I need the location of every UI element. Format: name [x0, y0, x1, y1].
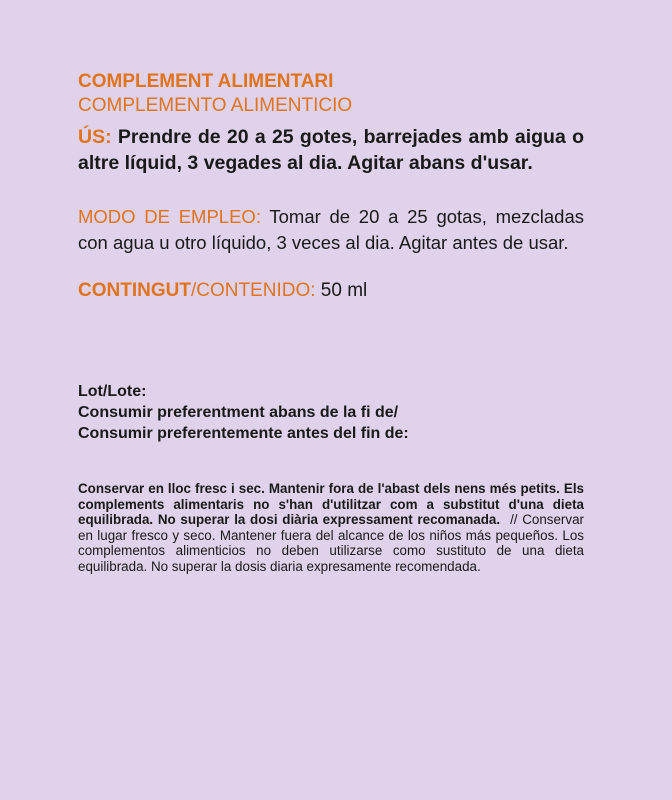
usage-catalan-text: Prendre de 20 a 25 gotes, barrejades amb aigua o altre líquid, 3 vegades al dia. Agitar abans d'usar. — [78, 126, 584, 174]
content-slash: / — [190, 280, 197, 301]
storage-catalan: Conservar en lloc fresc i sec. Mantenir fora de l'abast dels nens més petits. Els complements alimentaris no s'han d'utilitzar com a substitut d'una dieta equilibrada. No superar la dosi diària expressament recomanada. — [78, 481, 584, 527]
storage-spanish: Conservar en lugar fresco y seco. Mantener fuera del alcance de los niños más pequeños. Los complementos alimenticios no deben utilizarse como sustituto de una dieta equilibrada. No superar la dosis diaria expresamente recomendada. — [78, 512, 584, 574]
lot-block — [78, 381, 584, 444]
content-line — [78, 278, 584, 303]
usage-catalan — [78, 125, 584, 176]
content-value: 50 ml — [320, 280, 368, 301]
storage-separator: // — [510, 512, 518, 527]
content-label-catalan: CONTINGUT — [78, 280, 191, 301]
best-before-spanish: Consumir preferentemente antes del fin de: — [78, 425, 409, 442]
best-before-catalan: Consumir preferentment abans de la fi de/ — [78, 404, 399, 421]
content-label-spanish: CONTENIDO: — [196, 280, 316, 301]
lot-label: Lot/Lote: — [78, 383, 147, 400]
usage-spanish-label: MODO DE EMPLEO: — [78, 206, 261, 227]
usage-spanish-text: Tomar de 20 a 25 gotas, mezcladas con agua u otro líquido, 3 veces al dia. Agitar antes de usar. — [78, 206, 584, 253]
storage-warnings — [78, 481, 584, 574]
title-spanish: COMPLEMENTO ALIMENTICIO — [78, 95, 353, 116]
title-catalan: COMPLEMENT ALIMENTARI — [78, 71, 334, 92]
usage-catalan-label: ÚS: — [78, 126, 112, 148]
usage-spanish — [78, 204, 584, 255]
